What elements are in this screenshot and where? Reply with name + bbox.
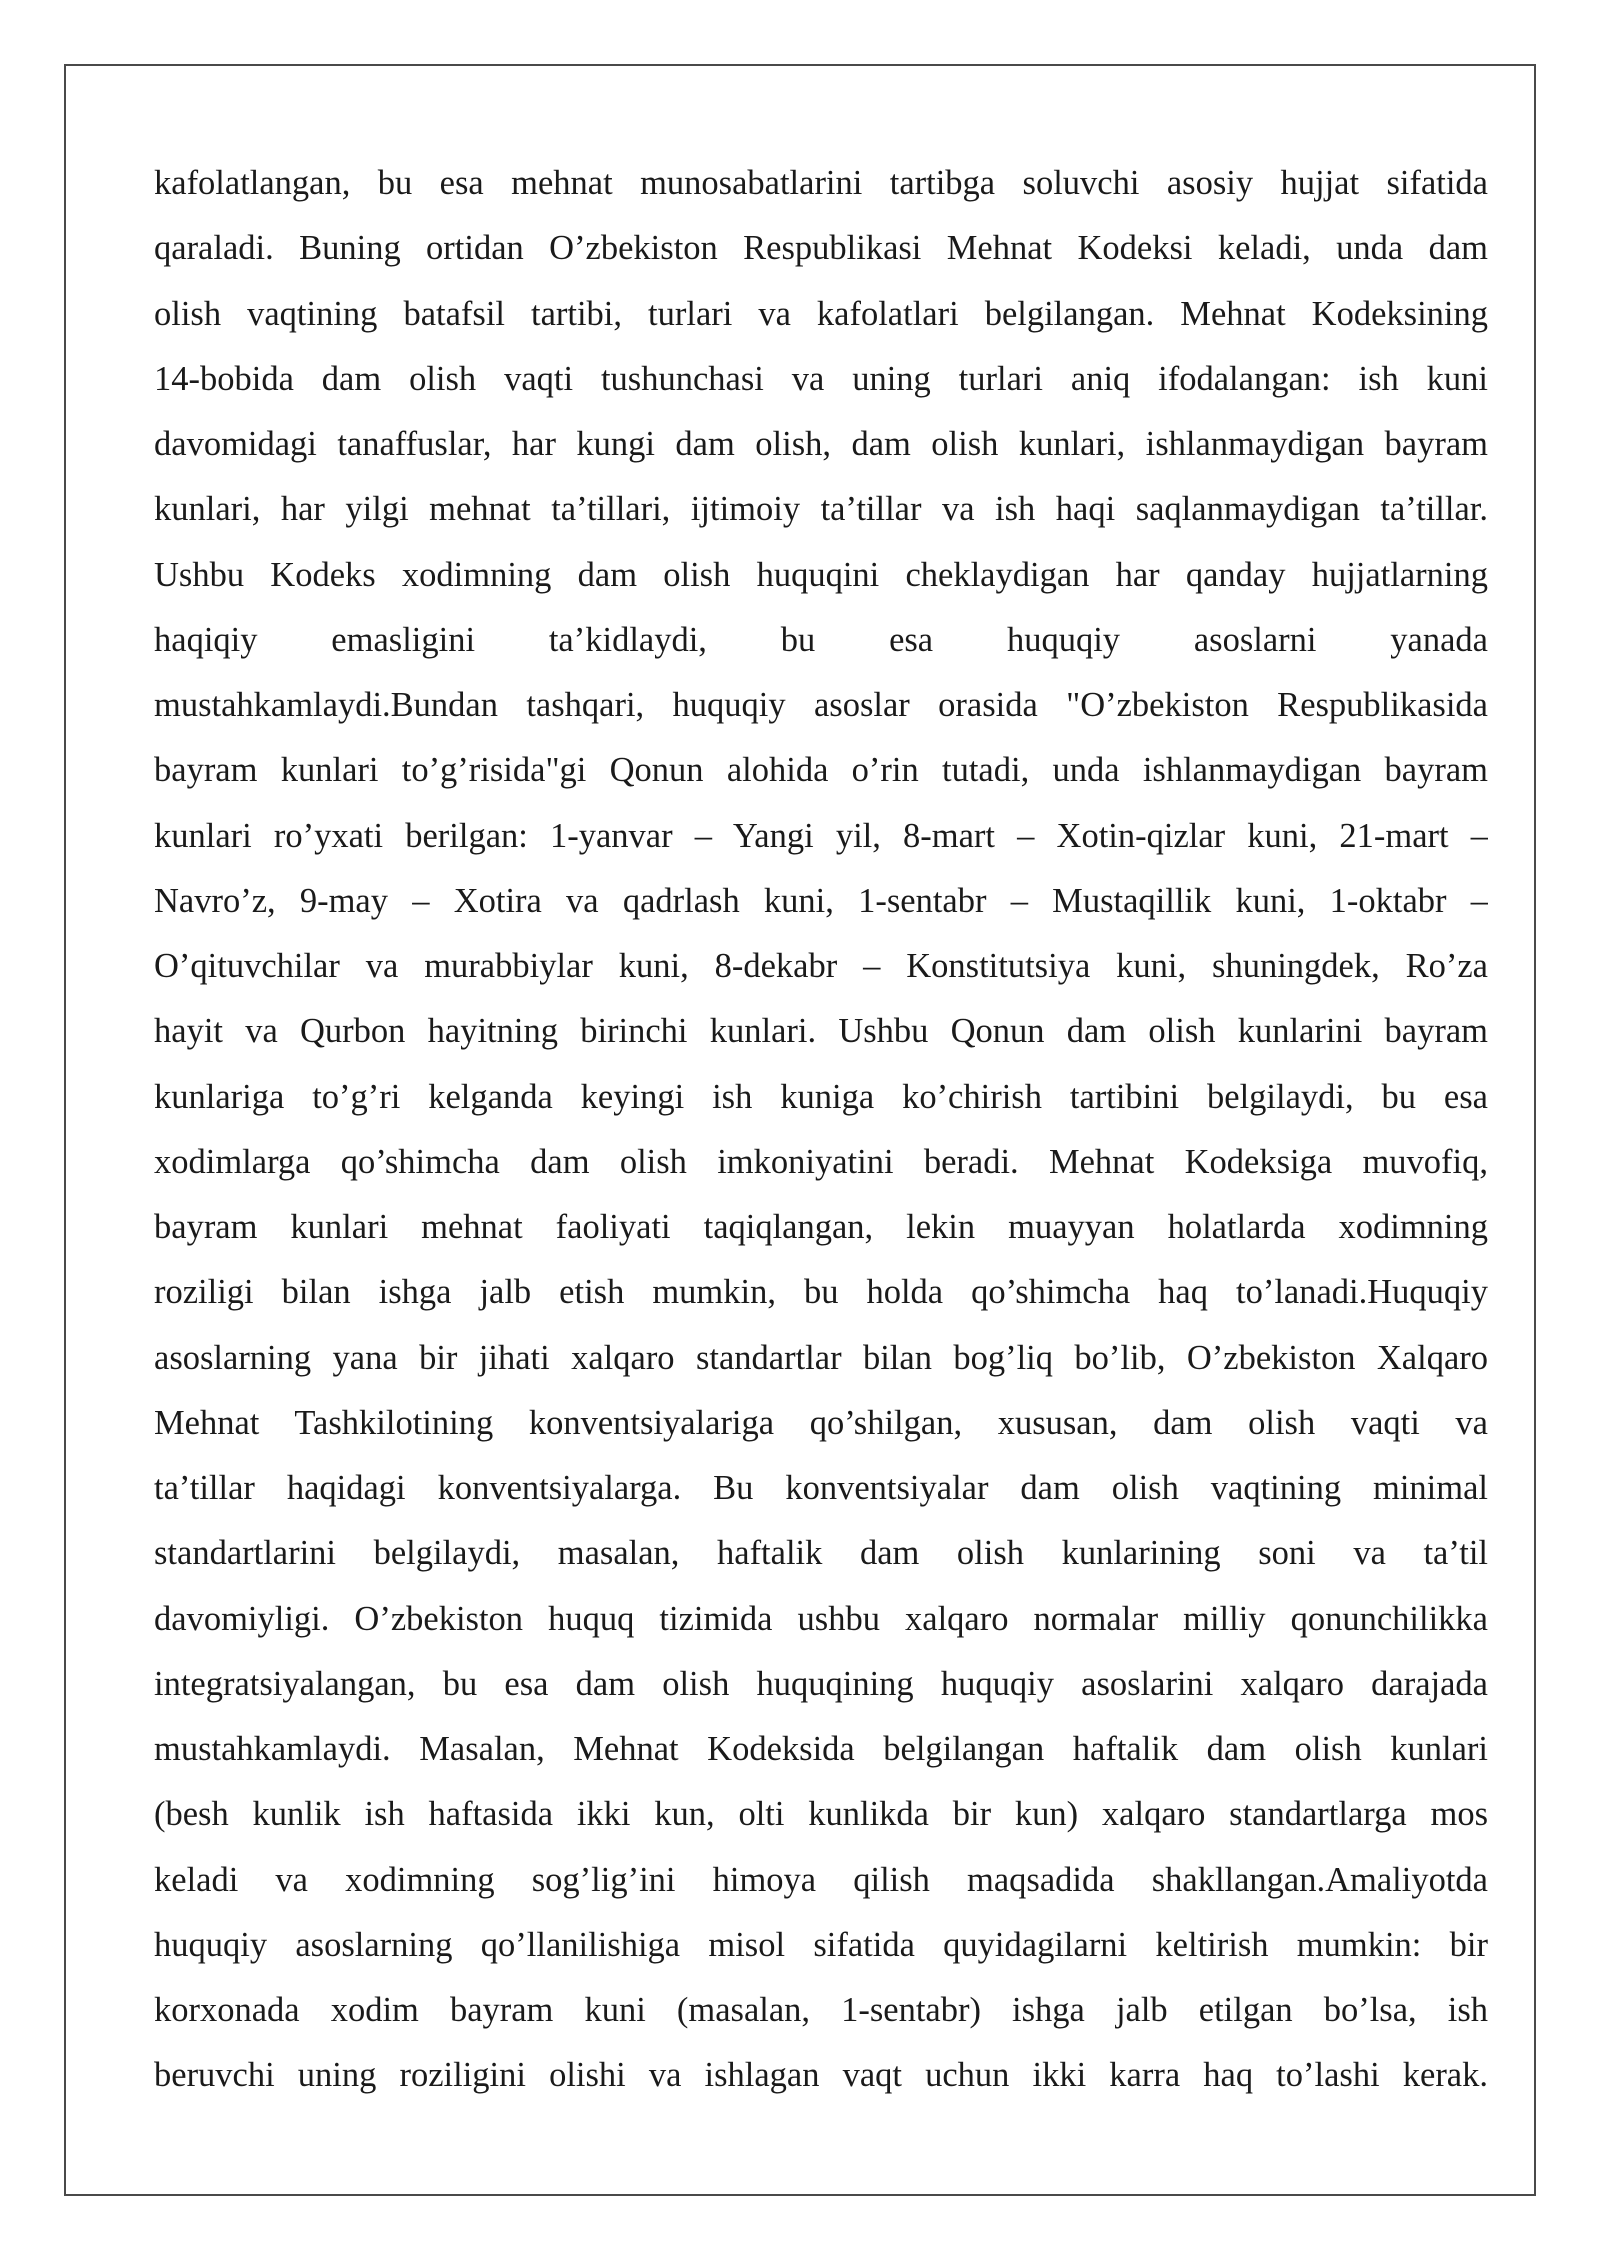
text-line: Navro’z, 9-may – Xotira va qadrlash kuni, 1-sentabr – Mustaqillik kuni, 1-oktabr – xyxy=(154,881,1488,920)
text-line: bayram kunlari mehnat faoliyati taqiqlangan, lekin muayyan holatlarda xodimning xyxy=(154,1208,1488,1246)
text-line: asoslarning yana bir jihati xalqaro standartlar bilan bog’liq bo’lib, O’zbekiston Xalqaro xyxy=(154,1338,1488,1377)
text-line: ta’tillar haqidagi konventsiyalarga. Bu konventsiyalar dam olish vaqtining minimal xyxy=(154,1469,1488,1507)
text-line: qaraladi. Buning ortidan O’zbekiston Respublikasi Mehnat Kodeksi keladi, unda dam xyxy=(154,229,1488,268)
text-line: O’qituvchilar va murabbiylar kuni, 8-dekabr – Konstitutsiya kuni, shuningdek, Ro’za xyxy=(154,947,1488,985)
text-line: Mehnat Tashkilotining konventsiyalariga qo’shilgan, xususan, dam olish vaqti va xyxy=(154,1403,1488,1442)
text-line: beruvchi uning roziligini olishi va ishlagan vaqt uchun ikki karra haq to’lashi kerak. xyxy=(154,2056,1488,2095)
text-line: mustahkamlaydi. Masalan, Mehnat Kodeksida belgilangan haftalik dam olish kunlari xyxy=(154,1730,1488,1768)
text-line: olish vaqtining batafsil tartibi, turlari va kafolatlari belgilangan. Mehnat Kodeksining xyxy=(154,294,1488,333)
text-line: xodimlarga qo’shimcha dam olish imkoniyatini beradi. Mehnat Kodeksiga muvofiq, xyxy=(154,1142,1488,1181)
text-line: korxonada xodim bayram kuni (masalan, 1-sentabr) ishga jalb etilgan bo’lsa, ish xyxy=(154,1991,1488,2029)
text-line: Ushbu Kodeks xodimning dam olish huquqini cheklaydigan har qanday hujjatlarning xyxy=(154,555,1488,594)
text-line: haqiqiy emasligini ta’kidlaydi, bu esa huquqiy asoslarni yanada xyxy=(154,620,1488,659)
text-line: 14-bobida dam olish vaqti tushunchasi va uning turlari aniq ifodalangan: ish kuni xyxy=(154,359,1488,398)
text-line: integratsiyalangan, bu esa dam olish huquqining huquqiy asoslarini xalqaro darajada xyxy=(154,1664,1488,1703)
text-line: standartlarini belgilaydi, masalan, haftalik dam olish kunlarining soni va ta’til xyxy=(154,1534,1488,1573)
text-line: kunlari ro’yxati berilgan: 1-yanvar – Yangi yil, 8-mart – Xotin-qizlar kuni, 21-mart – xyxy=(154,816,1488,855)
text-line: huquqiy asoslarning qo’llanilishiga misol sifatida quyidagilarni keltirish mumkin: bir xyxy=(154,1925,1488,1964)
text-line: (besh kunlik ish haftasida ikki kun, olti kunlikda bir kun) xalqaro standartlarga mos xyxy=(154,1795,1488,1834)
text-line: kunlariga to’g’ri kelganda keyingi ish kuniga ko’chirish tartibini belgilaydi, bu esa xyxy=(154,1077,1488,1116)
text-line: kafolatlangan, bu esa mehnat munosabatlarini tartibga soluvchi asosiy hujjat sifatida xyxy=(154,164,1488,202)
text-line: davomiyligi. O’zbekiston huquq tizimida ushbu xalqaro normalar milliy qonunchilikka xyxy=(154,1599,1488,1638)
body-text xyxy=(154,151,1488,2109)
text-line: mustahkamlaydi.Bundan tashqari, huquqiy asoslar orasida "O’zbekiston Respublikasida xyxy=(154,686,1488,724)
text-line: kunlari, har yilgi mehnat ta’tillari, ijtimoiy ta’tillar va ish haqi saqlanmaydigan ta’tillar. xyxy=(154,490,1488,529)
text-line: davomidagi tanaffuslar, har kungi dam olish, dam olish kunlari, ishlanmaydigan bayram xyxy=(154,425,1488,463)
text-line: keladi va xodimning sog’lig’ini himoya qilish maqsadida shakllangan.Amaliyotda xyxy=(154,1860,1488,1899)
text-line: roziligi bilan ishga jalb etish mumkin, bu holda qo’shimcha haq to’lanadi.Huquqiy xyxy=(154,1273,1488,1312)
text-line: hayit va Qurbon hayitning birinchi kunlari. Ushbu Qonun dam olish kunlarini bayram xyxy=(154,1012,1488,1051)
text-line: bayram kunlari to’g’risida"gi Qonun alohida o’rin tutadi, unda ishlanmaydigan bayram xyxy=(154,751,1488,790)
